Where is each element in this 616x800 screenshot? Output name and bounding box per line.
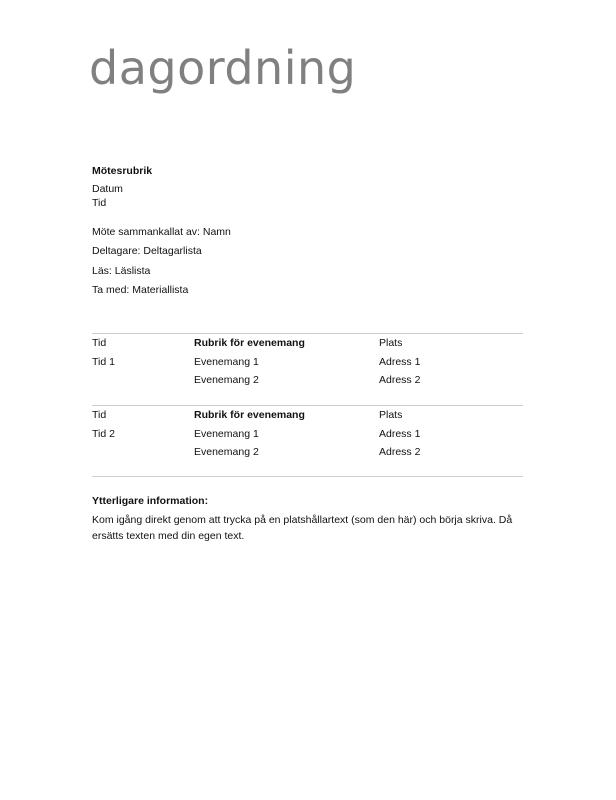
agenda-time-2[interactable]: Tid 2 bbox=[92, 428, 115, 440]
agenda-col-event: Rubrik för evenemang bbox=[194, 409, 305, 421]
meeting-reading[interactable]: Läs: Läslista bbox=[92, 265, 151, 277]
meeting-participants[interactable]: Deltagare: Deltagarlista bbox=[92, 245, 202, 257]
agenda-col-time: Tid bbox=[92, 409, 107, 421]
agenda-divider bbox=[92, 405, 523, 406]
agenda-divider bbox=[92, 333, 523, 334]
meeting-called-by[interactable]: Möte sammankallat av: Namn bbox=[92, 226, 231, 238]
agenda-divider bbox=[92, 476, 523, 477]
additional-info-heading[interactable]: Ytterligare information: bbox=[92, 495, 209, 507]
agenda-place-1-2[interactable]: Adress 2 bbox=[379, 374, 421, 386]
agenda-place-2-2[interactable]: Adress 2 bbox=[379, 446, 421, 458]
agenda-col-place: Plats bbox=[379, 409, 403, 421]
agenda-time-1[interactable]: Tid 1 bbox=[92, 356, 115, 368]
document-title[interactable]: dagordning bbox=[89, 41, 357, 95]
meeting-date[interactable]: Datum bbox=[92, 183, 123, 195]
agenda-event-2-2[interactable]: Evenemang 2 bbox=[194, 446, 259, 458]
meeting-bring[interactable]: Ta med: Materiallista bbox=[92, 284, 189, 296]
meeting-time[interactable]: Tid bbox=[92, 197, 107, 209]
meeting-heading[interactable]: Mötesrubrik bbox=[92, 165, 153, 177]
agenda-col-place: Plats bbox=[379, 337, 403, 349]
agenda-col-time: Tid bbox=[92, 337, 107, 349]
agenda-place-1-1[interactable]: Adress 1 bbox=[379, 356, 421, 368]
agenda-place-2-1[interactable]: Adress 1 bbox=[379, 428, 421, 440]
additional-info-text[interactable]: Kom igång direkt genom att trycka på en platshållartext (som den här) och börja skriva. Då ersätts texten med din egen text. bbox=[92, 514, 513, 542]
agenda-col-event: Rubrik för evenemang bbox=[194, 337, 305, 349]
agenda-event-1-2[interactable]: Evenemang 2 bbox=[194, 374, 259, 386]
agenda-event-2-1[interactable]: Evenemang 1 bbox=[194, 428, 259, 440]
agenda-event-1-1[interactable]: Evenemang 1 bbox=[194, 356, 259, 368]
